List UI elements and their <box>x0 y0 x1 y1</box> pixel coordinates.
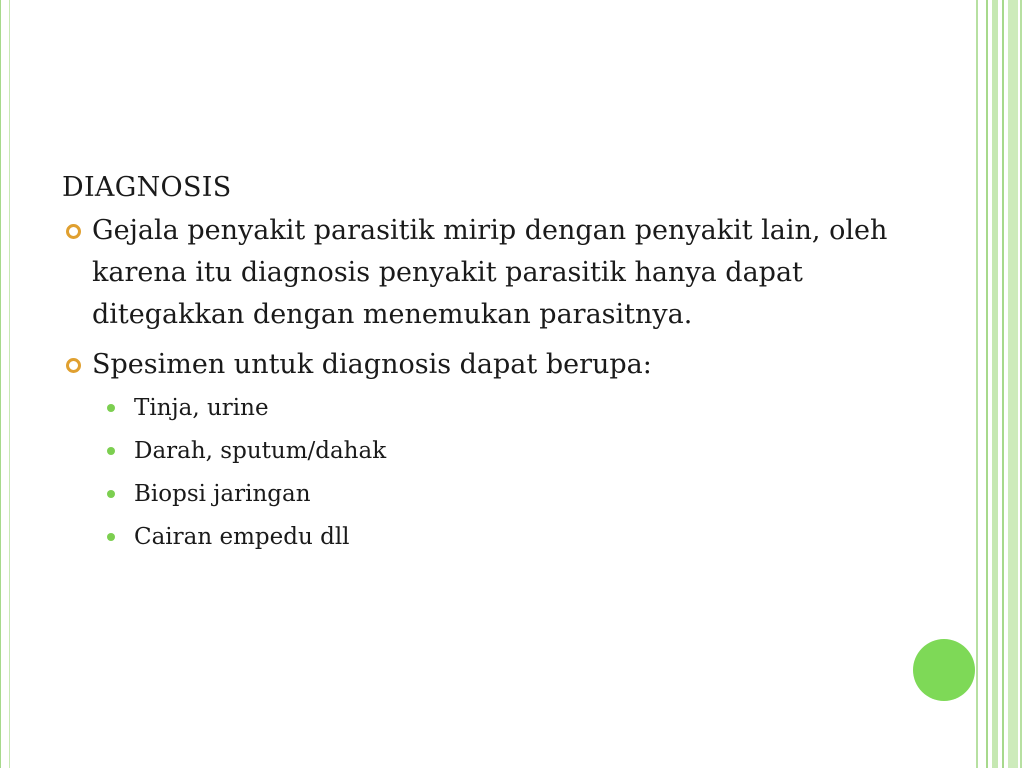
sub-bullet-item <box>62 437 962 465</box>
bullet-item <box>62 210 962 336</box>
sub-bullet-text: Biopsi jaringan <box>134 481 311 507</box>
sub-bullet-text: Darah, sputum/dahak <box>134 438 387 464</box>
sub-bullet-text: Cairan empedu dll <box>134 524 350 550</box>
green-circle-decoration <box>913 639 975 701</box>
ring-bullet-icon <box>66 358 81 373</box>
dot-bullet-icon <box>107 447 115 455</box>
dot-bullet-icon <box>107 404 115 412</box>
right-stripe-decoration <box>976 0 1024 768</box>
slide-content <box>62 168 962 566</box>
dot-bullet-icon <box>107 490 115 498</box>
bullet-text: Gejala penyakit parasitik mirip dengan penyakit lain, oleh karena itu diagnosis penyakit parasitik hanya dapat ditegakkan dengan menemukan parasitnya. <box>92 215 888 330</box>
bullet-text: Spesimen untuk diagnosis dapat berupa: <box>92 349 652 380</box>
sub-bullet-item <box>62 523 962 551</box>
dot-bullet-icon <box>107 533 115 541</box>
ring-bullet-icon <box>66 224 81 239</box>
slide-heading: DIAGNOSIS <box>62 172 232 203</box>
bullet-item <box>62 344 962 386</box>
sub-bullet-text: Tinja, urine <box>134 395 269 421</box>
sub-bullet-item <box>62 480 962 508</box>
left-border-decoration <box>0 0 10 768</box>
sub-bullet-item <box>62 394 962 422</box>
